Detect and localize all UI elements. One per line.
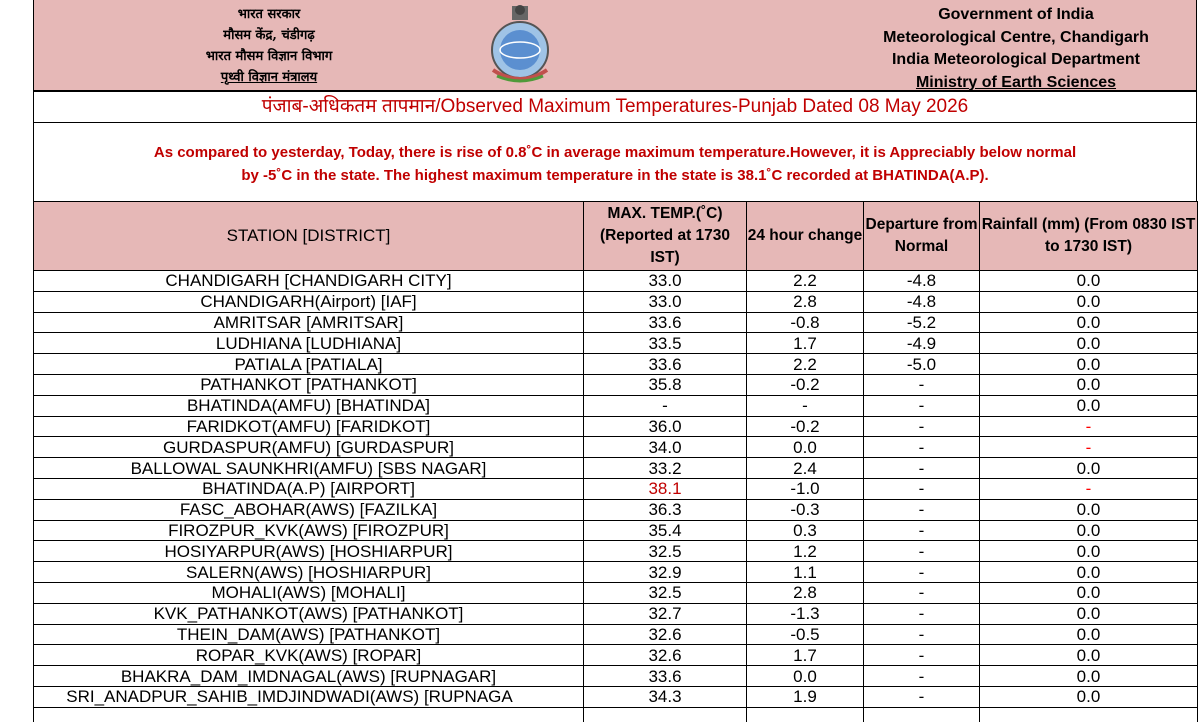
change-cell: -0.2 xyxy=(747,374,864,395)
station-cell xyxy=(34,686,584,707)
change-cell: 1.2 xyxy=(747,541,864,562)
max-temp-cell: 32.6 xyxy=(584,624,747,645)
departure-cell: - xyxy=(864,666,980,687)
table-row xyxy=(34,291,1198,312)
station-text: SRI_ANADPUR_SAHIB_IMDJINDWADI(AWS) [RUPNAGA xyxy=(66,687,513,707)
col-header-max-temp: MAX. TEMP.(˚C) (Reported at 1730 IST) xyxy=(584,202,747,271)
departure-cell: - xyxy=(864,416,980,437)
rainfall-cell: 0.0 xyxy=(980,499,1198,520)
station-cell: BHAKRA_DAM_IMDNAGAL(AWS) [RUPNAGAR] xyxy=(34,666,584,687)
max-temp-cell: 33.5 xyxy=(584,333,747,354)
change-cell: -0.3 xyxy=(747,499,864,520)
change-cell: 2.2 xyxy=(747,271,864,292)
temperature-table xyxy=(33,201,1198,722)
departure-cell: - xyxy=(864,374,980,395)
departure-cell: - xyxy=(864,395,980,416)
table-row xyxy=(34,582,1198,603)
hindi-line: पृथ्वी विज्ञान मंत्रालय xyxy=(220,70,318,85)
change-cell: -0.2 xyxy=(747,416,864,437)
rainfall-cell: 0.0 xyxy=(980,541,1198,562)
empty-cell xyxy=(34,707,584,722)
table-row-empty xyxy=(34,707,1198,722)
rainfall-cell: 0.0 xyxy=(980,520,1198,541)
table-row xyxy=(34,333,1198,354)
station-cell: MOHALI(AWS) [MOHALI] xyxy=(34,582,584,603)
departure-cell: - xyxy=(864,478,980,499)
rainfall-cell: 0.0 xyxy=(980,686,1198,707)
station-cell: BHATINDA(AMFU) [BHATINDA] xyxy=(34,395,584,416)
table-row xyxy=(34,416,1198,437)
departure-cell: - xyxy=(864,520,980,541)
table-row xyxy=(34,354,1198,375)
departure-cell: -4.8 xyxy=(864,271,980,292)
departure-cell: - xyxy=(864,437,980,458)
rainfall-cell: 0.0 xyxy=(980,603,1198,624)
table-row xyxy=(34,271,1198,292)
table-row xyxy=(34,499,1198,520)
max-temp-cell: 32.9 xyxy=(584,562,747,583)
station-cell: CHANDIGARH [CHANDIGARH CITY] xyxy=(34,271,584,292)
max-temp-cell: 35.8 xyxy=(584,374,747,395)
station-cell: BALLOWAL SAUNKHRI(AMFU) [SBS NAGAR] xyxy=(34,458,584,479)
table-row xyxy=(34,645,1198,666)
table-row xyxy=(34,666,1198,687)
rainfall-cell: 0.0 xyxy=(980,291,1198,312)
station-cell: PATIALA [PATIALA] xyxy=(34,354,584,375)
table-row xyxy=(34,562,1198,583)
change-cell: 1.7 xyxy=(747,645,864,666)
change-cell: 0.0 xyxy=(747,437,864,458)
change-cell: 0.3 xyxy=(747,520,864,541)
max-temp-cell: 32.5 xyxy=(584,582,747,603)
max-temp-cell: 33.0 xyxy=(584,271,747,292)
rainfall-cell: - xyxy=(980,478,1198,499)
departure-cell: - xyxy=(864,603,980,624)
max-temp-cell: 34.0 xyxy=(584,437,747,458)
summary-line: As compared to yesterday, Today, there is rise of 0.8˚C in average maximum temperature.However, it is Appreciably below normal xyxy=(153,144,1077,161)
departure-cell: - xyxy=(864,645,980,666)
departure-cell: -4.9 xyxy=(864,333,980,354)
col-header-station: STATION [DISTRICT] xyxy=(34,202,584,271)
station-cell: AMRITSAR [AMRITSAR] xyxy=(34,312,584,333)
imd-emblem-icon xyxy=(479,4,561,88)
empty-cell xyxy=(864,707,980,722)
rainfall-cell: 0.0 xyxy=(980,645,1198,666)
change-cell: -0.5 xyxy=(747,624,864,645)
change-cell: -1.0 xyxy=(747,478,864,499)
max-temp-cell: 34.3 xyxy=(584,686,747,707)
station-cell: ROPAR_KVK(AWS) [ROPAR] xyxy=(34,645,584,666)
table-row xyxy=(34,624,1198,645)
departure-cell: - xyxy=(864,499,980,520)
rainfall-cell: 0.0 xyxy=(980,666,1198,687)
max-temp-cell: 33.0 xyxy=(584,291,747,312)
change-cell: 2.4 xyxy=(747,458,864,479)
empty-cell xyxy=(980,707,1198,722)
station-cell: CHANDIGARH(Airport) [IAF] xyxy=(34,291,584,312)
departure-cell: - xyxy=(864,458,980,479)
col-header-departure: Departure from Normal xyxy=(864,202,980,271)
table-row xyxy=(34,437,1198,458)
max-temp-cell: 33.6 xyxy=(584,312,747,333)
hindi-line: भारत मौसम विज्ञान विभाग xyxy=(205,49,333,64)
station-cell: FARIDKOT(AMFU) [FARIDKOT] xyxy=(34,416,584,437)
station-cell: LUDHIANA [LUDHIANA] xyxy=(34,333,584,354)
rainfall-cell: 0.0 xyxy=(980,624,1198,645)
station-cell: KVK_PATHANKOT(AWS) [PATHANKOT] xyxy=(34,603,584,624)
english-org-block xyxy=(836,4,1196,94)
change-cell: 1.7 xyxy=(747,333,864,354)
table-row xyxy=(34,520,1198,541)
table-header-row xyxy=(34,202,1198,271)
station-cell: GURDASPUR(AMFU) [GURDASPUR] xyxy=(34,437,584,458)
summary-text xyxy=(33,123,1197,201)
table-row xyxy=(34,395,1198,416)
rainfall-cell: 0.0 xyxy=(980,395,1198,416)
rainfall-cell: 0.0 xyxy=(980,271,1198,292)
station-cell: PATHANKOT [PATHANKOT] xyxy=(34,374,584,395)
rainfall-cell: - xyxy=(980,437,1198,458)
station-cell: FIROZPUR_KVK(AWS) [FIROZPUR] xyxy=(34,520,584,541)
col-header-rainfall: Rainfall (mm) (From 0830 IST to 1730 IST) xyxy=(980,202,1198,271)
max-temp-cell: 35.4 xyxy=(584,520,747,541)
station-cell: FASC_ABOHAR(AWS) [FAZILKA] xyxy=(34,499,584,520)
departure-cell: -4.8 xyxy=(864,291,980,312)
max-temp-cell: 36.0 xyxy=(584,416,747,437)
max-temp-cell: 32.7 xyxy=(584,603,747,624)
rainfall-cell: - xyxy=(980,416,1198,437)
change-cell: 2.8 xyxy=(747,291,864,312)
rainfall-cell: 0.0 xyxy=(980,333,1198,354)
station-cell: THEIN_DAM(AWS) [PATHANKOT] xyxy=(34,624,584,645)
station-cell: HOSIYARPUR(AWS) [HOSHIARPUR] xyxy=(34,541,584,562)
rainfall-cell: 0.0 xyxy=(980,562,1198,583)
departure-cell: -5.2 xyxy=(864,312,980,333)
change-cell: 0.0 xyxy=(747,666,864,687)
max-temp-cell: 33.2 xyxy=(584,458,747,479)
table-row xyxy=(34,603,1198,624)
col-header-change: 24 hour change xyxy=(747,202,864,271)
table-row xyxy=(34,374,1198,395)
max-temp-cell: 33.6 xyxy=(584,666,747,687)
max-temp-cell: 36.3 xyxy=(584,499,747,520)
change-cell: 1.1 xyxy=(747,562,864,583)
rainfall-cell: 0.0 xyxy=(980,374,1198,395)
max-temp-cell: 38.1 xyxy=(584,478,747,499)
english-line: India Meteorological Department xyxy=(891,51,1141,68)
max-temp-cell: - xyxy=(584,395,747,416)
table-row xyxy=(34,541,1198,562)
report-sheet xyxy=(33,0,1197,722)
departure-cell: - xyxy=(864,624,980,645)
table-body xyxy=(34,271,1198,722)
max-temp-cell: 32.6 xyxy=(584,645,747,666)
rainfall-cell: 0.0 xyxy=(980,458,1198,479)
rainfall-cell: 0.0 xyxy=(980,582,1198,603)
departure-cell: -5.0 xyxy=(864,354,980,375)
change-cell: -0.8 xyxy=(747,312,864,333)
change-cell: 2.2 xyxy=(747,354,864,375)
report-title: पंजाब-अधिकतम तापमान/Observed Maximum Temperatures-Punjab Dated 08 May 2026 xyxy=(33,90,1197,123)
change-cell: 2.8 xyxy=(747,582,864,603)
empty-cell xyxy=(584,707,747,722)
hindi-line: भारत सरकार xyxy=(237,7,301,22)
summary-line: by -5˚C in the state. The highest maximum temperature in the state is 38.1˚C recorded at BHATINDA(A.P). xyxy=(241,167,989,184)
departure-cell: - xyxy=(864,582,980,603)
departure-cell: - xyxy=(864,686,980,707)
hindi-line: मौसम केंद्र, चंडीगढ़ xyxy=(223,28,315,43)
hindi-org-block xyxy=(154,4,384,88)
table-row xyxy=(34,458,1198,479)
change-cell: -1.3 xyxy=(747,603,864,624)
change-cell: 1.9 xyxy=(747,686,864,707)
table-row xyxy=(34,686,1198,707)
max-temp-cell: 32.5 xyxy=(584,541,747,562)
english-line: Ministry of Earth Sciences xyxy=(915,73,1117,91)
station-cell: SALERN(AWS) [HOSHIARPUR] xyxy=(34,562,584,583)
departure-cell: - xyxy=(864,541,980,562)
table-row xyxy=(34,478,1198,499)
departure-cell: - xyxy=(864,562,980,583)
empty-cell xyxy=(747,707,864,722)
letterhead xyxy=(33,0,1197,90)
change-cell: - xyxy=(747,395,864,416)
english-line: Meteorological Centre, Chandigarh xyxy=(883,28,1149,46)
rainfall-cell: 0.0 xyxy=(980,354,1198,375)
table-row xyxy=(34,312,1198,333)
rainfall-cell: 0.0 xyxy=(980,312,1198,333)
max-temp-cell: 33.6 xyxy=(584,354,747,375)
station-cell: BHATINDA(A.P) [AIRPORT] xyxy=(34,478,584,499)
english-line: Government of India xyxy=(938,6,1094,23)
